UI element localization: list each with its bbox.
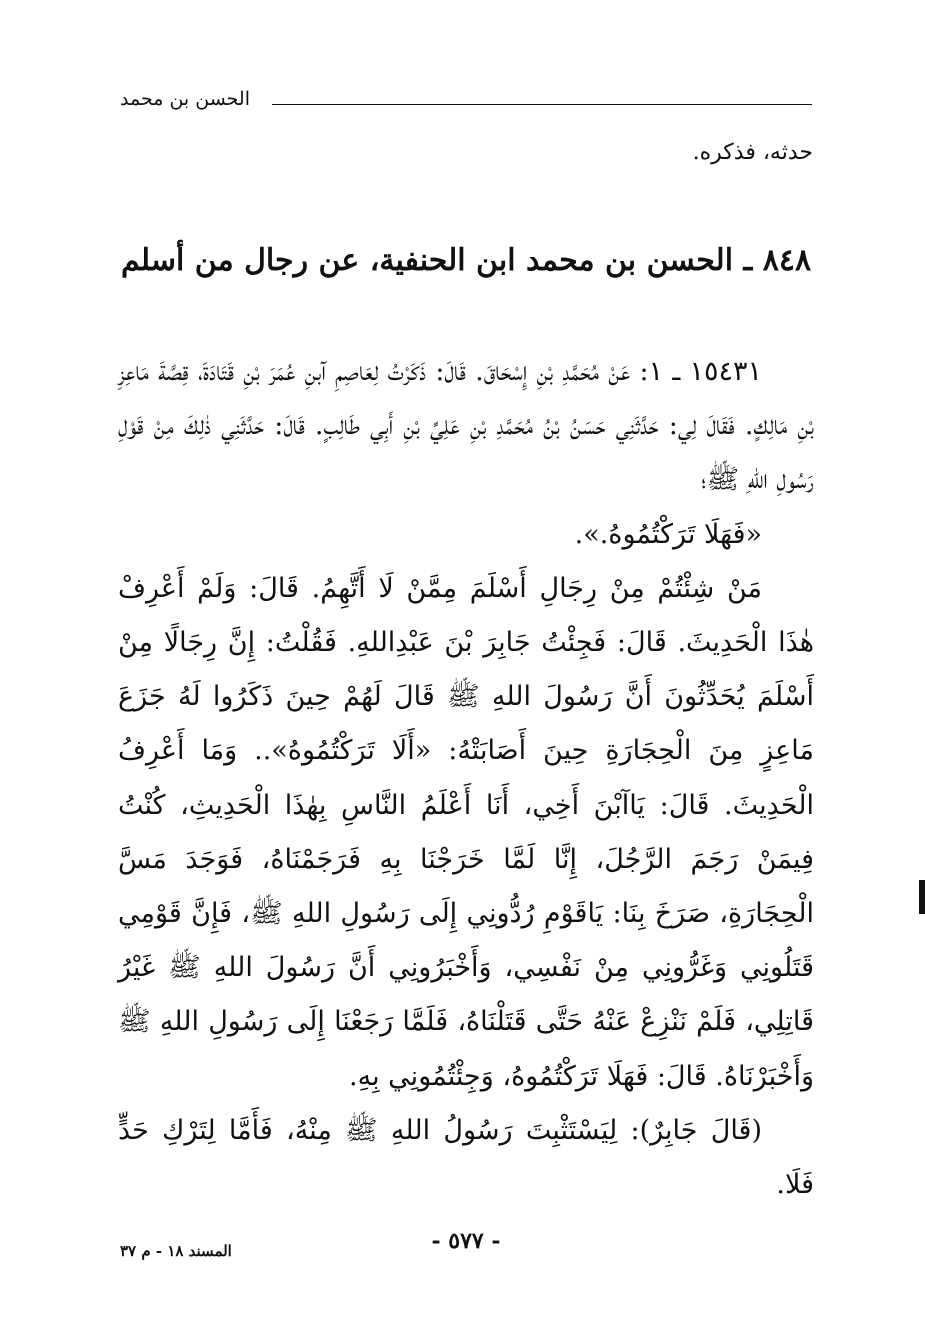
hadith-paragraph: مَنْ شِئْتُمْ مِنْ رِجَالِ أَسْلَمَ مِمَّنْ لَا أَتَّهِمُ. قَالَ: وَلَمْ أَعْرِفْ هٰذَا الْحَدِيثَ. قَالَ: فَجِئْتُ جَابِرَ بْنَ عَبْدِاللهِ. فَقُلْتُ: إِنَّ رِجَالًا مِنْ أَسْلَمَ يُحَدِّثُونَ أَنَّ رَسُولَ اللهِ ﷺ قَالَ لَهُمْ حِينَ ذَكَرُوا لَهُ جَزَعَ مَاعِزٍ مِنَ الْحِجَارَةِ حِينَ أَصَابَتْهُ: «أَلَا تَرَكْتُمُوهُ».. وَمَا أَعْرِفُ الْحَدِيثَ. قَالَ: يَاآبْنَ أَخِي، أَنَا أَعْلَمُ النَّاسِ بِهٰذَا الْحَدِيثِ، كُنْتُ فِيمَنْ رَجَمَ الرَّجُلَ، إِنَّا لَمَّا خَرَجْنَا بِهِ فَرَجَمْنَاهُ، فَوَجَدَ مَسَّ الْحِجَارَةِ، صَرَخَ بِنَا: يَاقَوْمِ رُدُّونِي إِلَى رَسُولِ اللهِ ﷺ، فَإِنَّ قَوْمِي قَتَلُونِي وَغَرُّونِي مِنْ نَفْسِي، وَأَخْبَرُونِي أَنَّ رَسُولَ اللهِ ﷺ غَيْرُ قَاتِلِي، فَلَمْ نَنْزِعْ عَنْهُ حَتَّى قَتَلْنَاهُ، فَلَمَّا رَجَعْنَا إِلَى رَسُولِ اللهِ ﷺ وَأَخْبَرْنَاهُ. قَالَ: فَهَلَا تَرَكْتُمُوهُ، وَجِئْتُمُونِي بِهِ. [118, 572, 815, 1092]
prophetic-quote: «فَهَلَا تَرَكْتُمُوهُ.». [574, 518, 762, 550]
running-title: الحسن بن محمد [120, 88, 250, 110]
edge-mark [919, 880, 925, 914]
signature-mark: المسند ١٨ - م ٣٧ [120, 1242, 232, 1260]
page-footer [120, 1228, 812, 1268]
continuation-text: حدثه، فذكره. [692, 140, 813, 165]
hadith-paragraph: (قَالَ جَابِرٌ): لِيَسْتَثْبِتَ رَسُولُ اللهِ ﷺ مِنْهُ، فَأَمَّا لِتَرْكِ حَدٍّ فَلَا. [118, 1114, 814, 1201]
chapter-title: ٨٤٨ ـ الحسن بن محمد ابن الحنفية، عن رجال من أسلم [120, 243, 812, 278]
hadith-body [118, 345, 814, 1212]
header-rule [272, 104, 812, 105]
page-number: - ٥٧٧ - [431, 1228, 501, 1254]
hadith-paragraph: ١٥٤٣١ ـ ١: عَنْ مُحَمَّدِ بْنِ إِسْحَاقَ. قَالَ: ذَكَرْتُ لِعَاصِمِ آبنِ عُمَرَ بْنِ قَتَادَةَ، قِصَّةَ مَاعِزِ بْنِ مَالِكٍ. فَقَالَ لِي: حَدَّثَنِي حَسَنُ بْنُ مُحَمَّدِ بْنِ عَلِيِّ بْنِ أَبِي طَالِبٍ. قَالَ: حَدَّثَنِي ذٰلِكَ مِنْ قَوْلِ رَسُولِ اللهِ ﷺ؛ [118, 356, 814, 496]
running-header [120, 86, 812, 116]
